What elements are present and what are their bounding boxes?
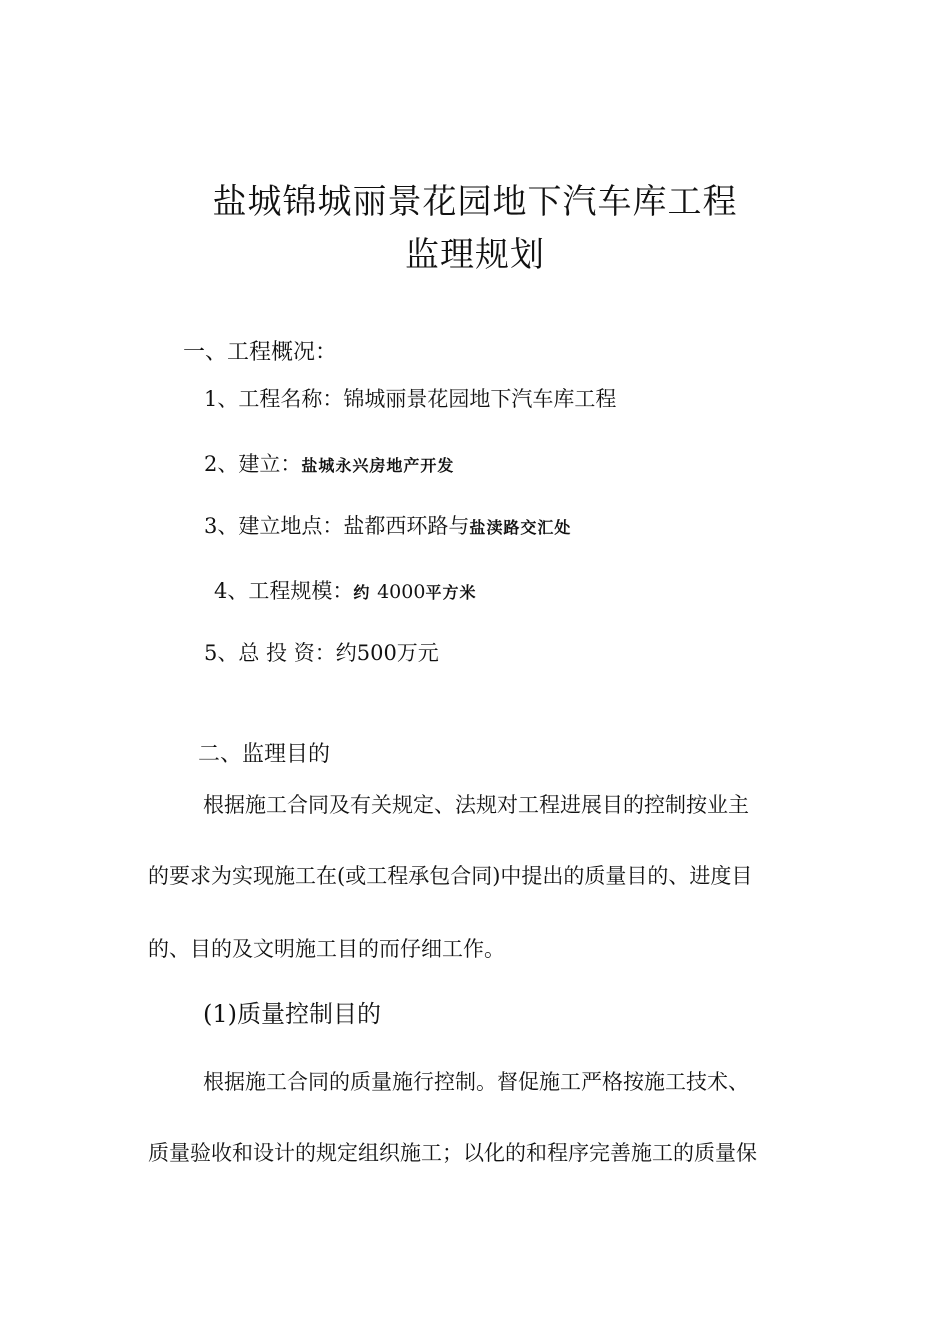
item-value-b: 盐渎路交汇处 — [469, 518, 572, 537]
subsection-heading-quality: (1)质量控制目的 — [203, 1000, 381, 1028]
item-value: 锦城丽景花园地下汽车库工程 — [343, 387, 617, 411]
paragraph-line: 根据施工合同及有关规定、法规对工程进展目的控制按业主 — [203, 793, 749, 817]
item-value-number: 4000 — [377, 581, 426, 603]
item-value-a: 盐都西环路与 — [343, 514, 470, 538]
overview-item-name — [204, 384, 616, 414]
item-value-a: 约 — [353, 583, 371, 602]
overview-item-investment — [204, 638, 439, 668]
item-label: 5、总 投 资： — [204, 641, 336, 665]
paragraph-line: 的要求为实现施工在(或工程承包合同)中提出的质量目的、进度目 — [148, 864, 753, 888]
overview-item-scale — [214, 576, 476, 608]
item-label: 3、建立地点： — [204, 514, 344, 538]
document-title: 盐城锦城丽景花园地下汽车库工程 — [212, 182, 738, 222]
item-value: 约500万元 — [335, 641, 439, 665]
item-label: 2、建立： — [204, 452, 302, 476]
section-heading-objectives: 二、监理目的 — [198, 742, 331, 767]
item-label: 4、工程规模： — [214, 579, 354, 603]
paragraph-line: 根据施工合同的质量施行控制。督促施工严格按施工技术、 — [203, 1070, 749, 1094]
paragraph-line: 质量验收和设计的规定组织施工；以化的和程序完善施工的质量保 — [148, 1141, 757, 1165]
overview-item-location — [204, 511, 571, 543]
paragraph-line: 的、目的及文明施工目的而仔细工作。 — [148, 937, 505, 961]
overview-item-developer — [204, 449, 454, 481]
document-subtitle: 监理规划 — [405, 235, 545, 275]
section-heading-overview: 一、工程概况： — [183, 340, 338, 365]
item-value-b: 平方米 — [425, 583, 477, 602]
item-value: 盐城永兴房地产开发 — [301, 456, 455, 475]
item-label: 1、工程名称： — [204, 387, 344, 411]
